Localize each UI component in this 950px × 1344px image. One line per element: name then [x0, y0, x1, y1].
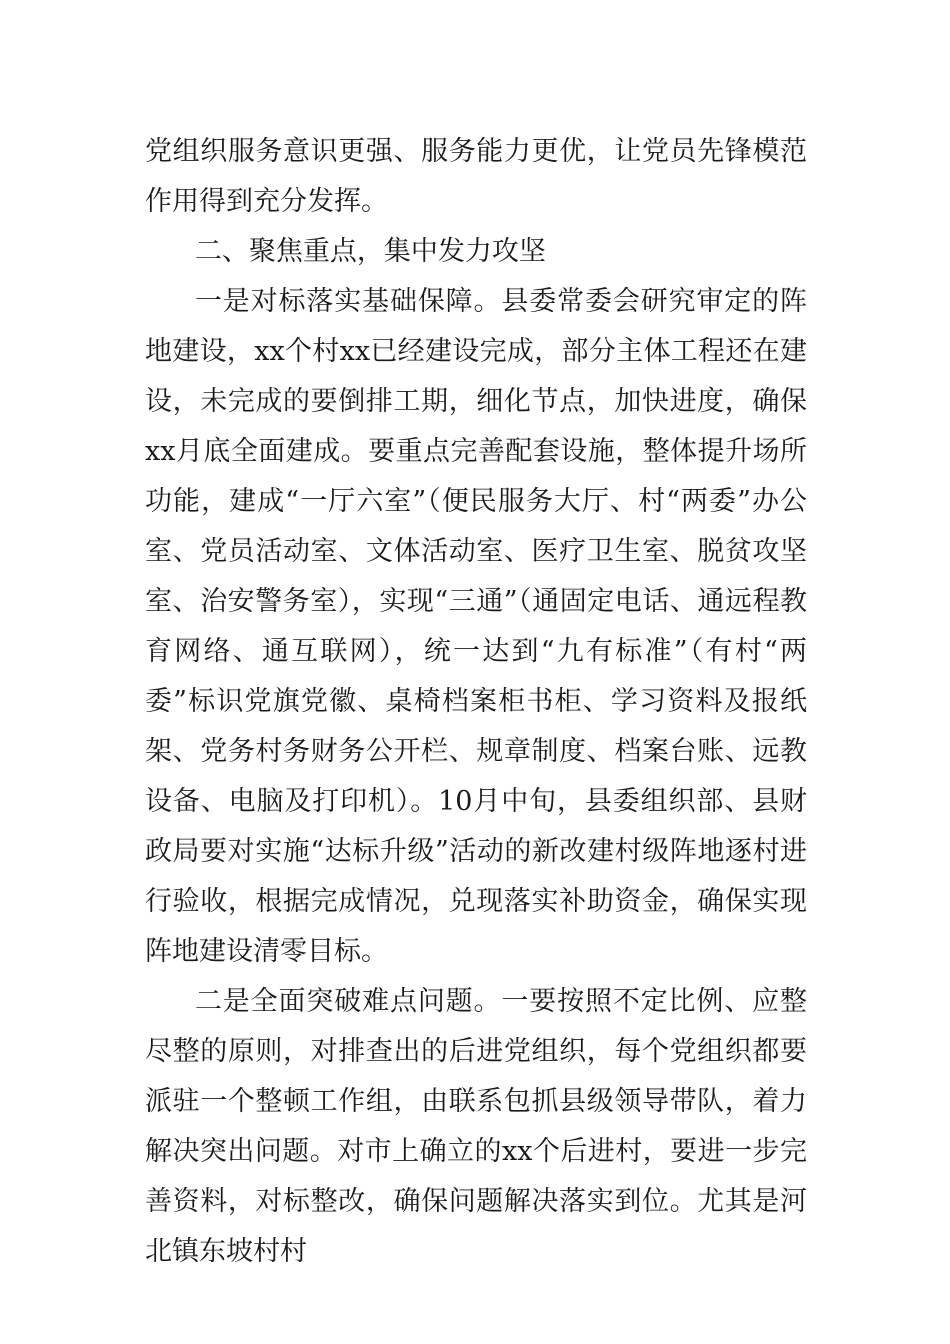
section-heading: 二、聚焦重点，集中发力攻坚 [194, 236, 546, 267]
paragraph-item-one: 一是对标落实基础保障。县委常委会研究审定的阵地建设，xx个村xx已经建设完成，部分主体工程还在建设，未完成的要倒排工期，细化节点，加快进度，确保xx月底全面建成。要重点完善配套设施，整体提升场所功能，建成“一厅六室”（便民服务大厅、村“两委”办公室、党员活动室、文体活动室、医疗卫生室、脱贫攻坚室、治安警务室），实现“三通”（通固定电话、通远程教育网络、通互联网），统一达到“九有标准”（有村“两委”标识党旗党徽、桌椅档案柜书柜、学习资料及报纸架、党务村务财务公开栏、规章制度、档案台账、远教设备、电脑及打印机）。10月中旬，县委组织部、县财政局要对实施“达标升级”活动的新改建村级阵地逐村进行验收，根据完成情况，兑现落实补助资金，确保实现阵地建设清零目标。 [145, 286, 807, 967]
paragraph-continuation: 党组织服务意识更强、服务能力更优，让党员先锋模范作用得到充分发挥。 [145, 136, 807, 217]
paragraph-item-two: 二是全面突破难点问题。一要按照不定比例、应整尽整的原则，对排查出的后进党组织，每个党组织都要派驻一个整顿工作组，由联系包抓县级领导带队，着力解决突出问题。对市上确立的xx个后进村，要进一步完善资料，对标整改，确保问题解决落实到位。尤其是河北镇东坡村村 [145, 986, 807, 1267]
document-body [145, 127, 807, 1277]
